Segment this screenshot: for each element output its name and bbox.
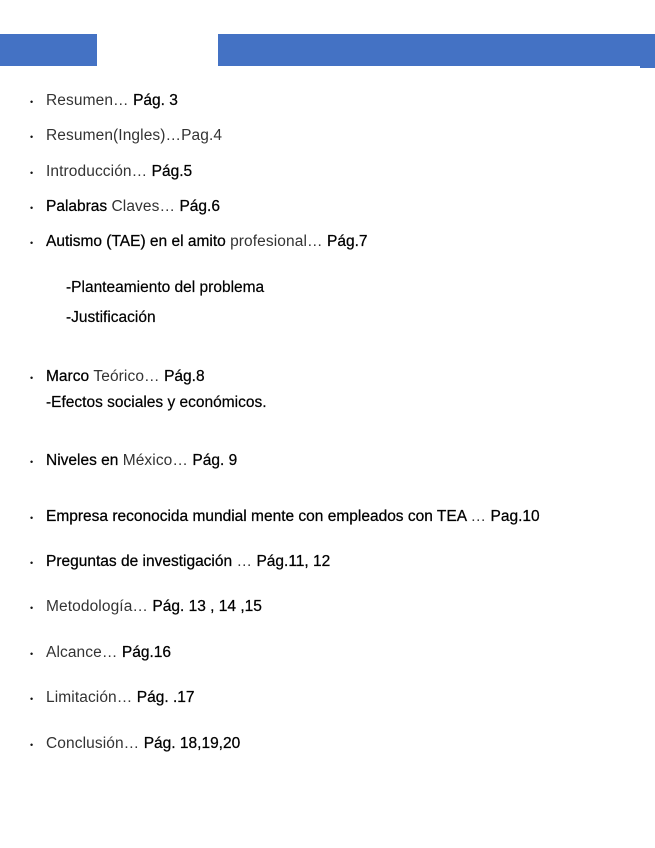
bullet-icon: • <box>30 97 34 107</box>
bullet-icon: • <box>30 373 34 383</box>
toc-label: Empresa reconocida mundial mente con empleados con TEA <box>46 508 471 525</box>
bullet-icon: • <box>30 740 34 750</box>
toc-page: Pág. 18,19,20 <box>143 735 241 752</box>
bullet-icon: • <box>30 132 34 142</box>
toc-label: Niveles en <box>46 452 123 469</box>
toc-label: Palabras <box>46 198 112 215</box>
bullet-icon: • <box>30 513 34 523</box>
bullet-icon: • <box>30 203 34 213</box>
toc-leader: Teórico… <box>93 368 165 385</box>
toc-leader: … <box>236 553 257 570</box>
toc-label: Alcance… <box>46 644 122 661</box>
toc-leader: profesional… <box>230 233 327 250</box>
toc-page: Pag.10 <box>490 508 540 525</box>
bullet-icon: • <box>30 694 34 704</box>
bullet-icon: • <box>30 603 34 613</box>
toc-label: Conclusión… <box>46 735 144 752</box>
toc-page: Pág.16 <box>121 644 171 661</box>
toc-label: Metodología… <box>46 598 153 615</box>
toc-page: Pág. 3 <box>133 92 178 109</box>
bullet-icon: • <box>30 457 34 467</box>
toc-page: Pág. 13 , 14 ,15 <box>152 598 262 615</box>
toc-label: Resumen(Ingles)…Pag.4 <box>46 127 223 144</box>
toc-leader: … <box>113 92 134 109</box>
toc-subitem-planteamiento: -Planteamiento del problema <box>66 279 265 296</box>
toc-label: Autismo (TAE) en el amito <box>46 233 231 250</box>
toc-page: Pág.7 <box>327 233 368 250</box>
toc-leader: … <box>470 508 491 525</box>
toc-label: Marco <box>46 368 94 385</box>
toc-page: Pág.8 <box>164 368 205 385</box>
toc-page: Pág.5 <box>151 163 193 180</box>
bullet-icon: • <box>30 238 34 248</box>
bullet-icon: • <box>30 168 34 178</box>
bullet-icon: • <box>30 558 34 568</box>
bullet-icon: • <box>30 649 34 659</box>
toc-subitem-justificacion: -Justificación <box>66 309 156 326</box>
toc-label: Introducción… <box>46 163 152 180</box>
header-band-left <box>0 34 97 66</box>
header-band-right <box>218 34 655 66</box>
toc-page: Pág. 9 <box>192 452 238 469</box>
toc-label: Preguntas de investigación <box>46 553 237 570</box>
toc-page: Pág. .17 <box>136 689 195 706</box>
toc-page: Pág.6 <box>179 198 220 215</box>
toc-page: Pág.11, 12 <box>256 553 331 570</box>
toc-leader: Claves… <box>111 198 180 215</box>
toc-label: Limitación… <box>46 689 137 706</box>
toc-subitem-efectos: -Efectos sociales y económicos. <box>46 394 267 411</box>
header-band-edge <box>640 66 655 68</box>
toc-label: Resumen <box>46 92 114 109</box>
toc-leader: México… <box>122 452 193 469</box>
